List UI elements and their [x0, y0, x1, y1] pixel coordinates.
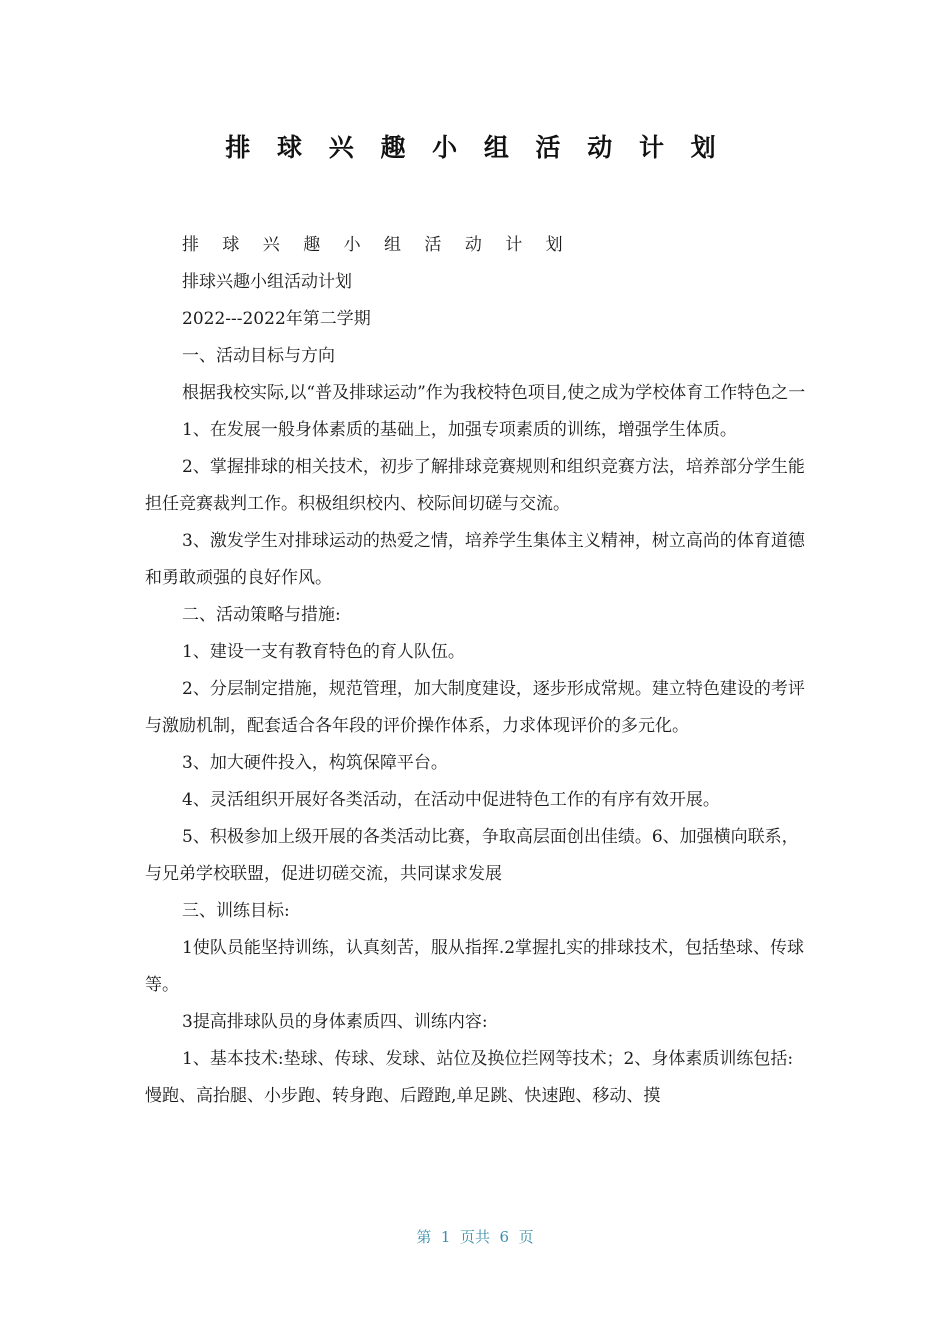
paragraph: 1、建设一支有教育特色的育人队伍。	[182, 642, 465, 662]
paragraph: 1使队员能坚持训练，认真刻苦，服从指挥.2掌握扎实的排球技术，包括垫球、传球等。	[145, 938, 805, 995]
paragraph: 2、掌握排球的相关技术，初步了解排球竞赛规则和组织竞赛方法，培养部分学生能担任竞赛裁判工作。积极组织校内、校际间切磋与交流。	[145, 457, 805, 514]
paragraph: 4、灵活组织开展好各类活动，在活动中促进特色工作的有序有效开展。	[182, 790, 720, 810]
paragraph: 3、加大硬件投入，构筑保障平台。	[182, 753, 448, 773]
paragraph: 1、基本技术:垫球、传球、发球、站位及换位拦网等技术；2、身体素质训练包括:慢跑、高抬腿、小步跑、转身跑、后蹬跑,单足跳、快速跑、移动、摸	[145, 1049, 794, 1106]
page-number-footer: 第 1 页共 6 页	[416, 1228, 534, 1246]
paragraph: 2、分层制定措施，规范管理，加大制度建设，逐步形成常规。建立特色建设的考评与激励机制，配套适合各年段的评价操作体系，力求体现评价的多元化。	[145, 679, 805, 736]
document-title: 排 球 兴 趣 小 组 活 动 计 划	[225, 133, 725, 162]
document-body	[145, 227, 807, 1115]
paragraph: 3、激发学生对排球运动的热爱之情，培养学生集体主义精神，树立高尚的体育道德和勇敢顽强的良好作风。	[145, 531, 805, 588]
paragraph: 3提高排球队员的身体素质四、训练内容:	[182, 1012, 488, 1032]
paragraph: 排 球 兴 趣 小 组 活 动 计 划	[182, 235, 572, 255]
paragraph: 根据我校实际,以“普及排球运动”作为我校特色项目,使之成为学校体育工作特色之一	[182, 383, 806, 403]
paragraph: 2022---2022年第二学期	[182, 309, 371, 329]
section-heading: 一、活动目标与方向	[182, 346, 335, 366]
paragraph: 1、在发展一般身体素质的基础上，加强专项素质的训练，增强学生体质。	[182, 420, 737, 440]
section-heading: 三、训练目标:	[182, 901, 290, 921]
section-heading: 二、活动策略与措施:	[182, 605, 341, 625]
paragraph: 5、积极参加上级开展的各类活动比赛，争取高层面创出佳绩。6、加强横向联系，与兄弟学校联盟，促进切磋交流，共同谋求发展	[145, 827, 799, 884]
paragraph: 排球兴趣小组活动计划	[182, 272, 352, 292]
